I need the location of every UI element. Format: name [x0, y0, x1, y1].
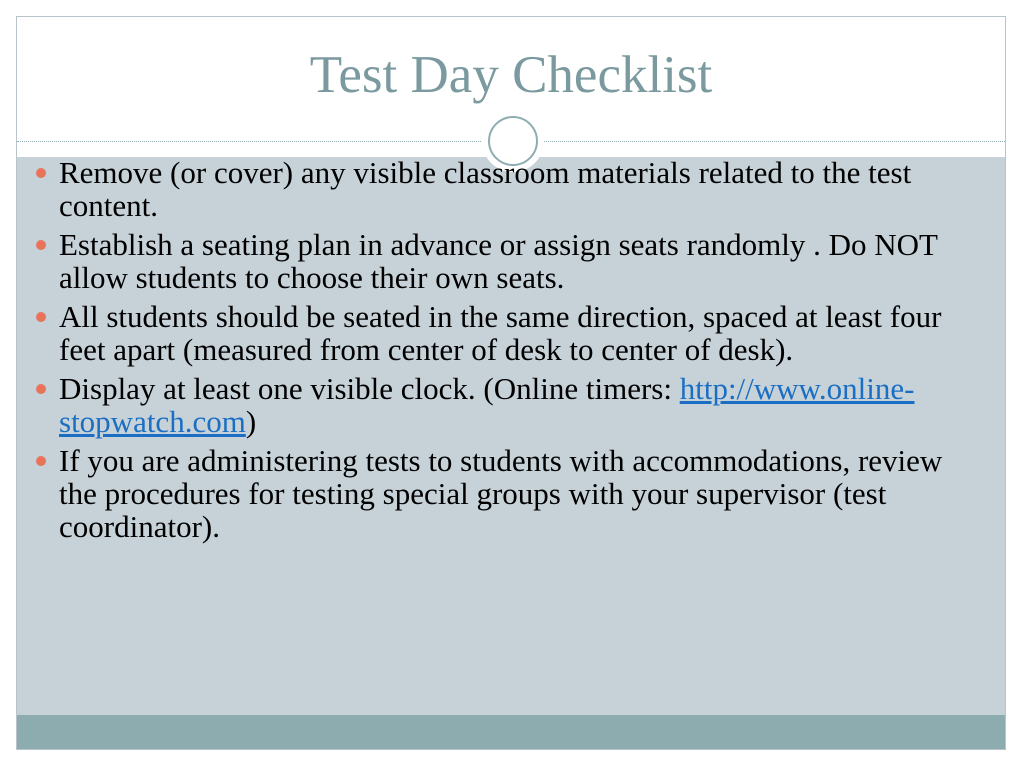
bullet-dot-icon [36, 312, 46, 322]
bullet-text-after-link: ) [245, 404, 257, 439]
online-stopwatch-link[interactable]: http://www.online-stopwatch.com [59, 371, 915, 439]
bottom-band [17, 715, 1005, 749]
bullet-text-before-link: Display at least one visible clock. (Online timers: [59, 371, 680, 406]
bullet-dot-icon [36, 168, 46, 178]
bullet-dot-icon [36, 456, 46, 466]
bullet-dot-icon [36, 384, 46, 394]
bullet-item [36, 228, 966, 294]
bullet-text: Establish a seating plan in advance or assign seats randomly . Do NOT allow students to choose their own seats. [59, 227, 938, 295]
bullet-item [36, 156, 966, 222]
bullet-item [36, 444, 966, 543]
bullet-list [36, 156, 966, 549]
bullet-item [36, 372, 966, 438]
bullet-text: If you are administering tests to students with accommodations, review the procedures for testing special groups with your supervisor (test coordinator). [59, 443, 943, 544]
bullet-dot-icon [36, 240, 46, 250]
bullet-text: All students should be seated in the same direction, spaced at least four feet apart (measured from center of desk to center of desk). [59, 299, 942, 367]
slide-title: Test Day Checklist [309, 46, 713, 104]
bullet-item [36, 300, 966, 366]
bullet-text: Remove (or cover) any visible classroom materials related to the test content. [59, 155, 912, 223]
